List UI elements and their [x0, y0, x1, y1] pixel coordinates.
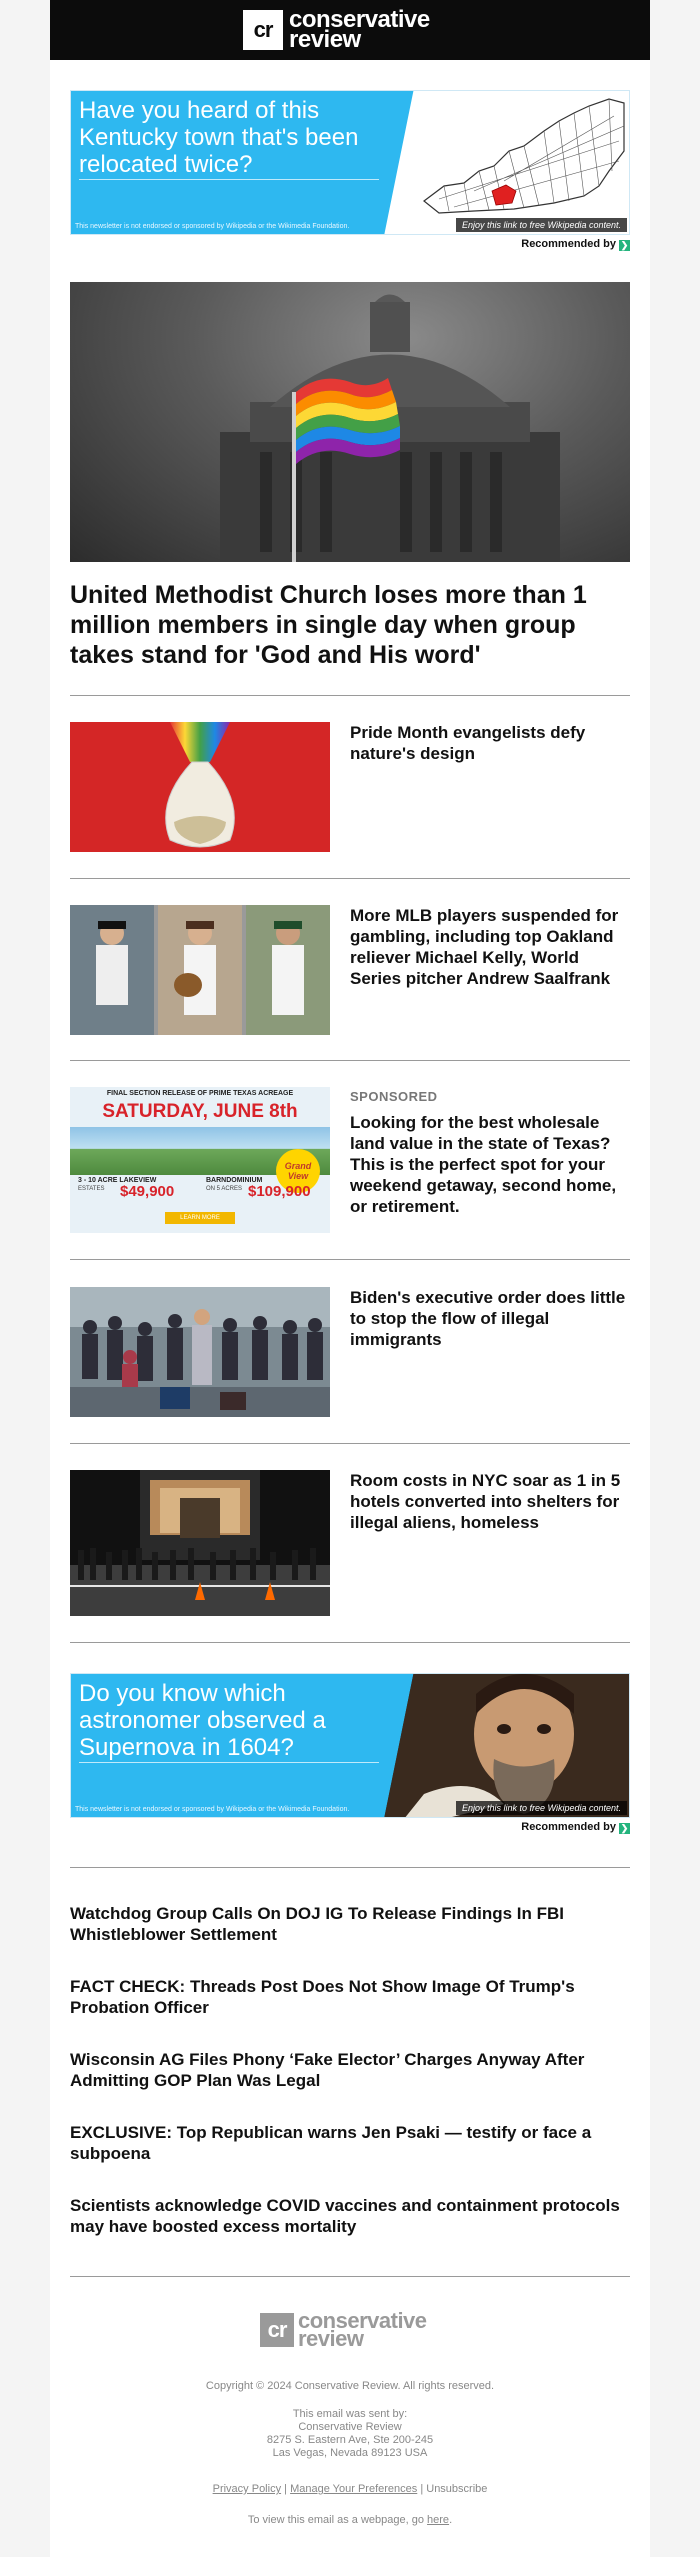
ad-question: Do you know which astronomer observed a Supernova in 1604? — [79, 1680, 326, 1761]
logo-name-line2: review — [289, 26, 361, 53]
sent-by: This email was sent by: — [292, 2408, 408, 2420]
logo-mark: cr — [243, 10, 283, 50]
ad-question: Have you heard of this Kentucky town that's been relocated twice? — [79, 97, 359, 178]
ad-headline: FINAL SECTION RELEASE OF PRIME TEXAS ACREAGE — [106, 1090, 294, 1097]
sponsored-label: SPONSORED — [350, 1089, 438, 1104]
wikipedia-ad-banner[interactable] — [70, 90, 630, 235]
story-thumbnail[interactable] — [70, 1470, 330, 1616]
divider — [70, 1867, 630, 1868]
logo-name-line1: conservative — [289, 6, 430, 33]
mlb-players-icon — [70, 905, 330, 1035]
divider — [70, 695, 630, 696]
address-line-2: Las Vegas, Nevada 89123 USA — [272, 2447, 428, 2459]
link-separator: | — [420, 2483, 424, 2495]
divider — [70, 1259, 630, 1260]
astronomer-portrait-image — [384, 1674, 629, 1818]
story-title[interactable]: Biden's executive order does little to stop the flow of illegal immigrants — [350, 1288, 626, 1349]
view-webpage-suffix: . — [449, 2514, 453, 2526]
privacy-policy-link[interactable]: Privacy Policy — [212, 2483, 282, 2495]
story-title[interactable]: Pride Month evangelists defy nature's design — [350, 723, 586, 763]
divider — [70, 1443, 630, 1444]
manage-preferences-link[interactable]: Manage Your Preferences — [290, 2483, 418, 2495]
ad-underline — [79, 179, 379, 180]
ad-disclaimer: This newsletter is not endorsed or sponsored by Wikipedia or the Wikimedia Foundation. — [75, 223, 350, 230]
footer-links — [50, 2483, 650, 2496]
lead-story-title[interactable]: United Methodist Church loses more than 1 million members in single day when group takes stand for 'God and His word' — [70, 581, 587, 669]
divider — [70, 1642, 630, 1643]
ad-right-label: BARNDOMINIUM — [206, 1177, 263, 1184]
footer-logo-line1: conservative — [298, 2308, 427, 2333]
view-webpage-line — [50, 2514, 650, 2527]
divider — [70, 878, 630, 879]
story-thumbnail[interactable] — [70, 1287, 330, 1417]
nyc-hotel-night-icon — [70, 1470, 330, 1616]
brand-logo[interactable] — [243, 6, 430, 53]
recommender-logo-icon: ❯ — [620, 240, 629, 250]
ad-disclaimer: This newsletter is not endorsed or sponsored by Wikipedia or the Wikimedia Foundation. — [75, 1806, 350, 1813]
footer-logo-line2: review — [298, 2326, 364, 2351]
headline-link[interactable]: EXCLUSIVE: Top Republican warns Jen Psaki — testify or face a subpoena — [70, 2123, 592, 2163]
kentucky-map-image — [384, 91, 629, 235]
ad-left-price: $49,900 — [120, 1183, 175, 1200]
headline-link[interactable]: Scientists acknowledge COVID vaccines and containment protocols may have boosted excess mortality — [70, 2196, 620, 2236]
headline-link[interactable]: Wisconsin AG Files Phony ‘Fake Elector’ Charges Anyway After Admitting GOP Plan Was Legal — [70, 2050, 585, 2090]
company-name: Conservative Review — [298, 2421, 402, 2433]
header-bar — [50, 0, 650, 60]
recommender-logo-icon: ❯ — [620, 1823, 629, 1833]
footer-logo — [260, 2308, 427, 2351]
email-body — [50, 0, 650, 2557]
story-title[interactable]: More MLB players suspended for gambling, including top Oakland reliever Michael Kelly, World Series pitcher Andrew Saalfrank — [350, 906, 619, 988]
ad-caption: Enjoy this link to free Wikipedia content. — [456, 1801, 627, 1815]
ad-right-sub: ON 5 ACRES — [206, 1186, 243, 1192]
recommended-label: Recommended by — [521, 1821, 616, 1833]
ad-left-label: 3 - 10 ACRE LAKEVIEW — [78, 1177, 157, 1184]
church-rainbow-flag-icon — [70, 282, 630, 562]
grand-view-badge: Grand View — [276, 1149, 320, 1193]
headline-link[interactable]: FACT CHECK: Threads Post Does Not Show Image Of Trump's Probation Officer — [70, 1977, 575, 2017]
kentucky-map-icon — [384, 91, 629, 235]
rainbow-hourglass-icon — [70, 722, 330, 852]
ad-date: SATURDAY, JUNE 8th — [102, 1101, 298, 1122]
copyright: Copyright © 2024 Conservative Review. All rights reserved. — [205, 2380, 495, 2392]
story-thumbnail[interactable] — [70, 905, 330, 1035]
astronomer-portrait-icon — [384, 1674, 629, 1818]
view-webpage-link[interactable]: here — [427, 2514, 450, 2526]
ad-caption: Enjoy this link to free Wikipedia content. — [456, 218, 627, 232]
story-title[interactable]: Room costs in NYC soar as 1 in 5 hotels converted into shelters for illegal aliens, homeless — [350, 1471, 621, 1532]
address-line-1: 8275 S. Eastern Ave, Ste 200-245 — [266, 2434, 434, 2446]
ad-cta-button: LEARN MORE — [165, 1212, 235, 1224]
border-crowd-icon — [70, 1287, 330, 1417]
view-webpage-prefix: To view this email as a webpage, go — [247, 2514, 424, 2526]
recommended-by[interactable] — [70, 1821, 630, 1834]
lead-story-image[interactable] — [70, 282, 630, 562]
story-thumbnail[interactable] — [70, 722, 330, 852]
story-title[interactable]: Looking for the best wholesale land value in the state of Texas? This is the perfect spot for your weekend getaway, second home, or retirement. — [350, 1113, 617, 1216]
ad-left-sub: ESTATES — [78, 1186, 105, 1192]
footer-logo-mark: cr — [260, 2313, 294, 2347]
link-separator: | — [284, 2483, 287, 2495]
sponsored-ad-image[interactable] — [70, 1087, 330, 1233]
wikipedia-ad-banner[interactable] — [70, 1673, 630, 1818]
unsubscribe-link[interactable]: Unsubscribe — [426, 2483, 488, 2495]
ad-underline — [79, 1762, 379, 1763]
divider — [70, 1060, 630, 1061]
recommended-label: Recommended by — [521, 238, 616, 250]
ad-right-price: $109,900 — [248, 1183, 311, 1200]
recommended-by[interactable] — [70, 238, 630, 251]
divider — [70, 2276, 630, 2277]
headline-link[interactable]: Watchdog Group Calls On DOJ IG To Release Findings In FBI Whistleblower Settlement — [70, 1904, 564, 1944]
